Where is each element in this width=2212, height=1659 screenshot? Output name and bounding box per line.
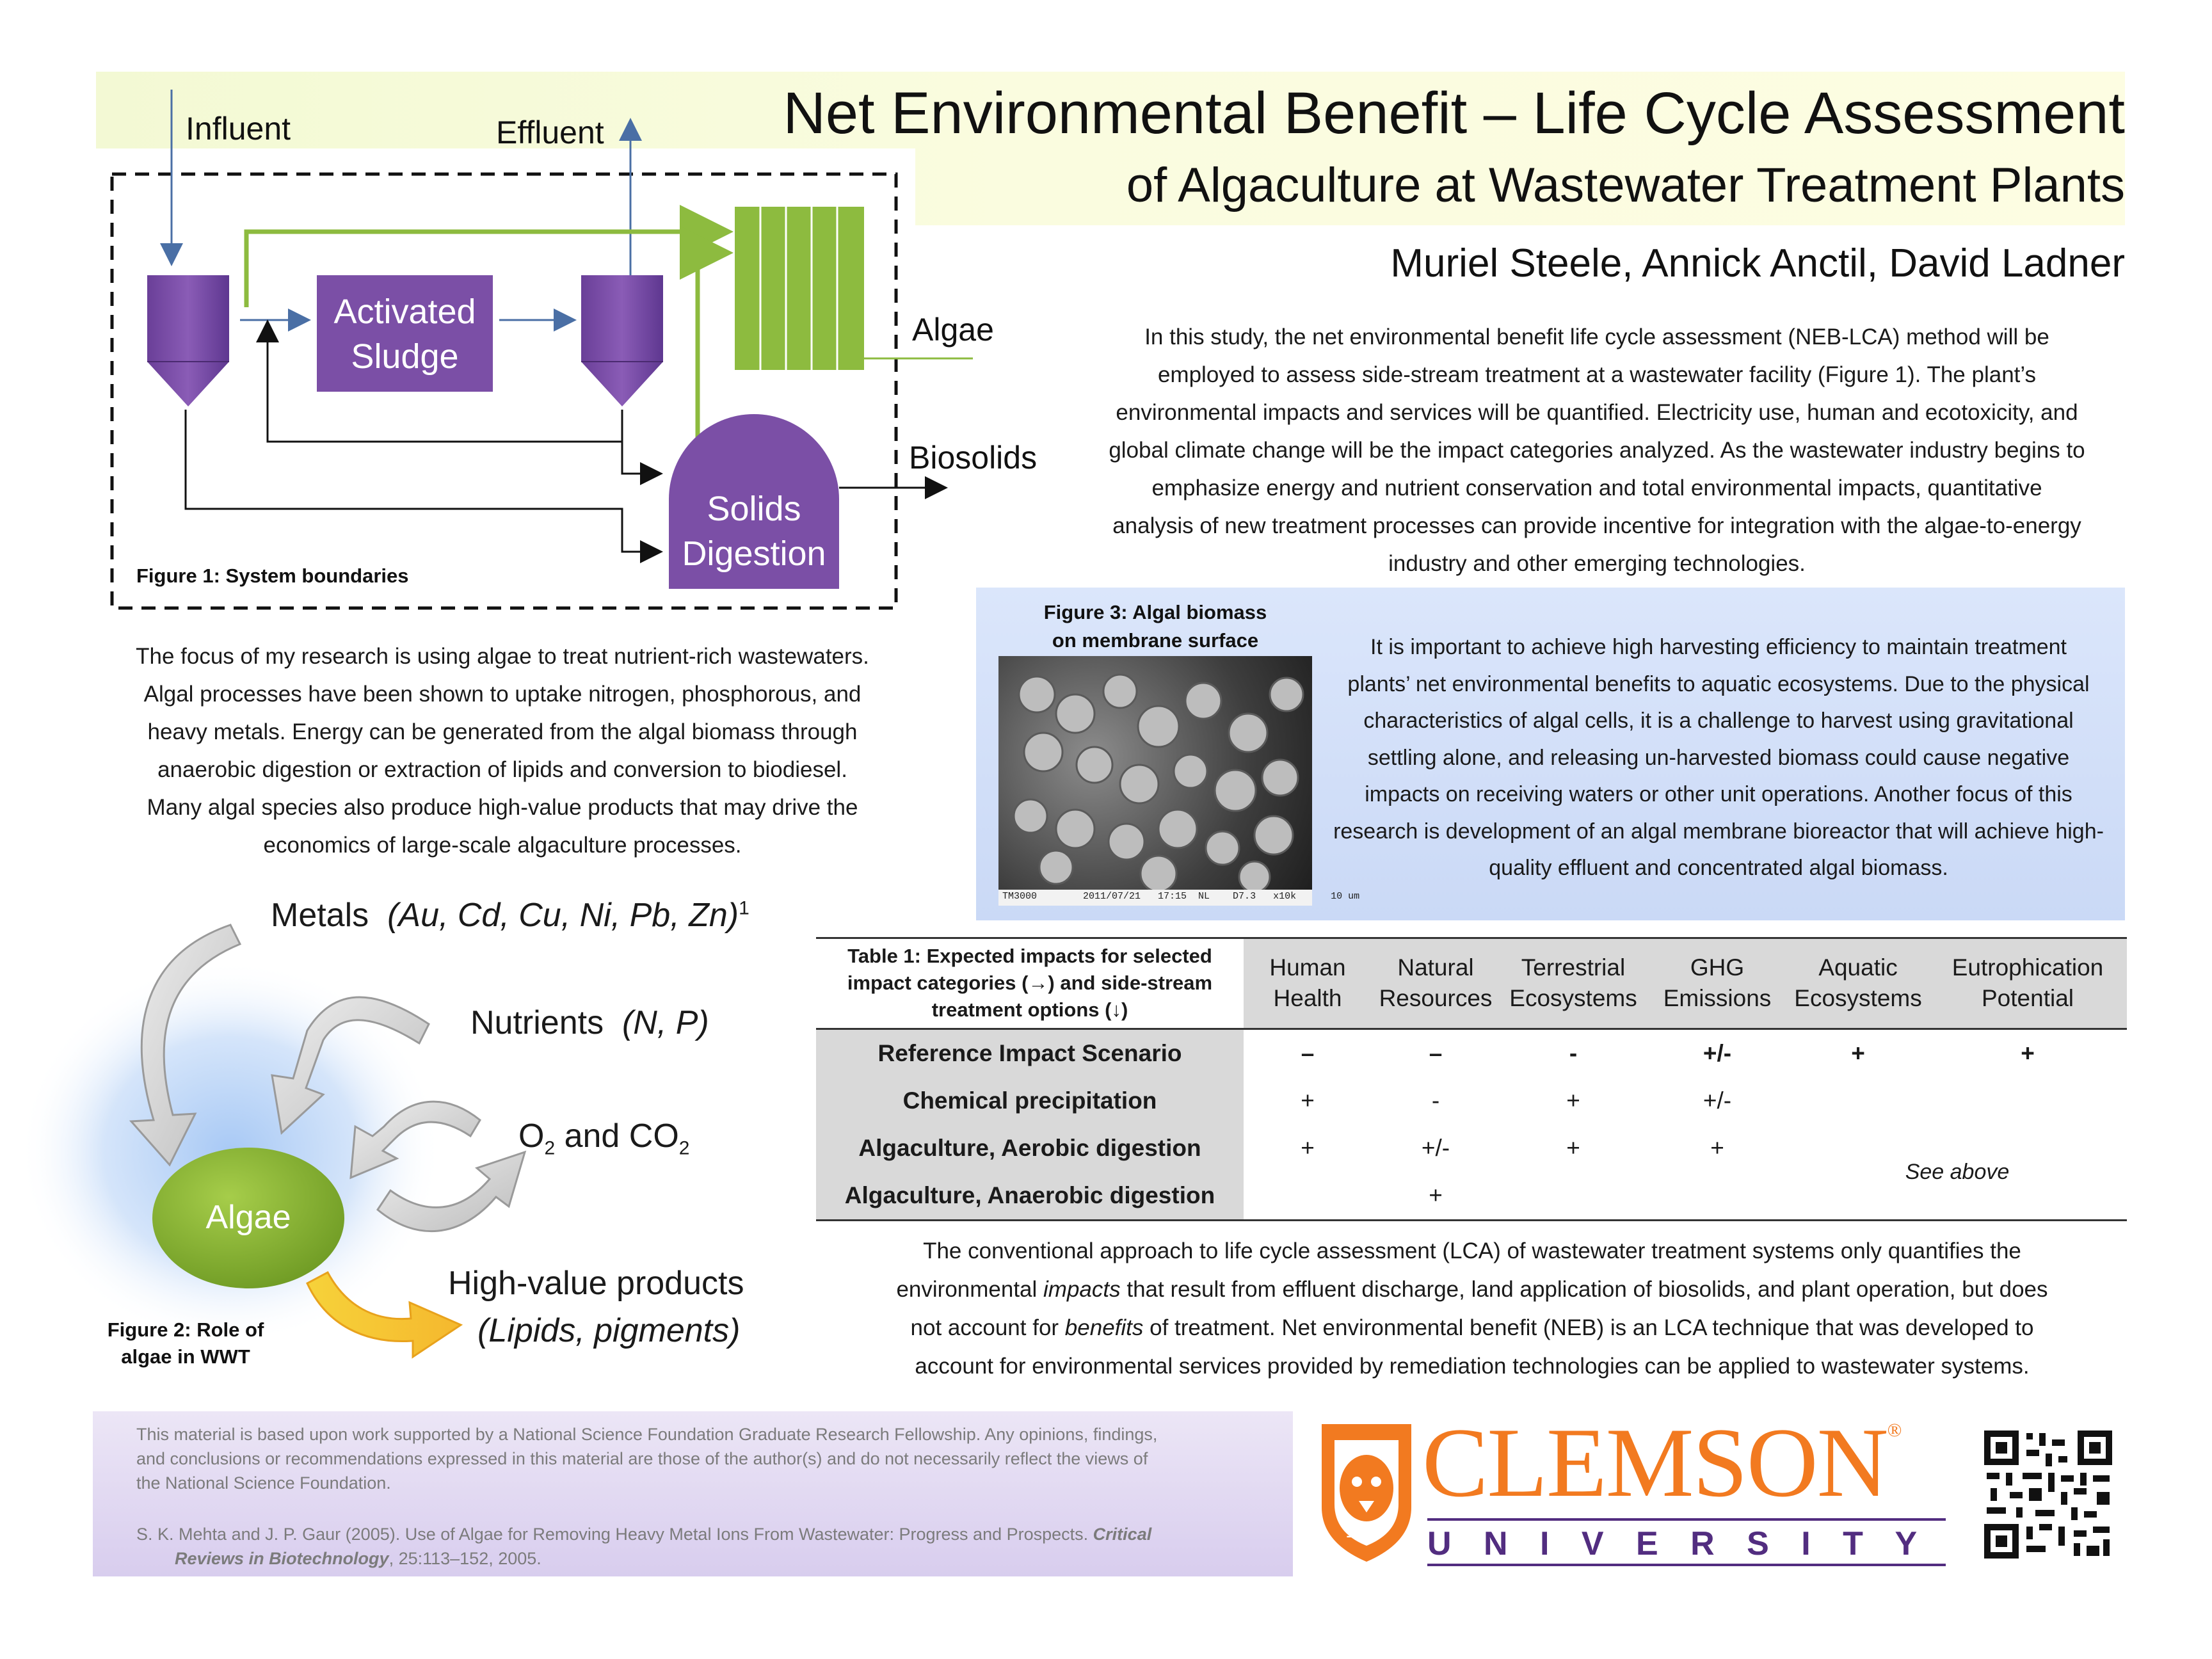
sem-micrograph xyxy=(998,656,1312,906)
biosolids-label: Biosolids xyxy=(909,440,1038,476)
registered-mark: ® xyxy=(1887,1420,1901,1441)
table-cell: - xyxy=(1431,1087,1440,1114)
table-row xyxy=(816,1030,2127,1077)
table-cell: – xyxy=(1429,1040,1443,1066)
authors: Muriel Steele, Annick Anctil, David Ladner xyxy=(1390,241,2125,285)
table-row xyxy=(816,1125,2127,1172)
logo-rule xyxy=(1427,1518,1946,1521)
secondary-clarifier xyxy=(581,275,663,406)
qr-code[interactable] xyxy=(1984,1431,2112,1559)
poster-title-line1: Net Environmental Benefit – Life Cycle Assessment xyxy=(783,81,2125,146)
metals-label: Metals (Au, Cd, Cu, Ni, Pb, Zn)$^1$ xyxy=(271,897,749,934)
nutrients-label: Nutrients (N, P) xyxy=(470,1004,709,1041)
solids-digestion-label: Solids Digestion xyxy=(682,490,826,573)
row-label: Algaculture, Aerobic digestion xyxy=(816,1125,1244,1172)
high-value-label: High-value products (Lipids, pigments) xyxy=(448,1265,744,1349)
university-wordmark: U N I V E R S I T Y xyxy=(1427,1525,1929,1562)
col-aquatic-ecosystems: Aquatic Ecosystems xyxy=(1788,939,1928,1029)
table-cell: – xyxy=(1301,1040,1315,1066)
table-cell xyxy=(1928,1077,2127,1125)
poster-title-line2: of Algaculture at Wastewater Treatment Plants xyxy=(1126,158,2125,212)
col-eutrophication-potential: Eutrophication Potential xyxy=(1928,939,2127,1029)
table-cell: + xyxy=(1566,1135,1580,1161)
table-cell: +/- xyxy=(1421,1135,1450,1161)
table-cell: + xyxy=(1566,1087,1580,1114)
row-label: Reference Impact Scenario xyxy=(816,1030,1244,1077)
funding-statement: This material is based upon work supported by a National Science Foundation Graduate Research Fellowship. Any opinions, findings, and conclusions or recommendations expressed in this material are those of the author(s) and do not necessarily reflect the views of the National Science Foundation. xyxy=(136,1425,1158,1493)
intro-paragraph: In this study, the net environmental benefit life cycle assessment (NEB-LCA) method will be employed to assess side-stream treatment at a wastewater facility (Figure 1). The plant’s environmental impacts and services will be quantified. Electricity use, human and ecotoxicity, and global climate change will be the impact categories analyzed. As the wastewater industry begins to emphasize energy and nutrient conservation and total environmental impacts, quantitative analysis of new treatment processes can provide incentive for integration with the algae-to-energy industry and other emerging technologies. xyxy=(1109,325,2085,576)
sem-footer: TM3000 2011/07/21 17:15 NL D7.3 x10k 10 um xyxy=(1002,891,1360,902)
col-human-health: Human Health xyxy=(1244,939,1372,1029)
neb-paragraph: The conventional approach to life cycle assessment (LCA) of wastewater treatment systems only quantifies the environmental impacts that result from effluent discharge, land application of biosolids, and plant operation, but does not account for benefits of treatment. Net environmental benefit (NEB) is an LCA technique that was developed to account for environmental services provided by remediation technologies can be applied to wastewater systems. xyxy=(896,1238,2048,1379)
impact-table-container xyxy=(816,937,2127,1221)
algae-bioreactor xyxy=(735,207,864,370)
table-cell: + xyxy=(1429,1182,1443,1208)
table-cell xyxy=(1500,1172,1647,1219)
focus-paragraph: The focus of my research is using algae to treat nutrient-rich wastewaters. Algal processes have been shown to uptake nitrogen, phosphorous, and heavy metals. Energy can be generated from the algal biomass through anaerobic digestion or extraction of lipids and conversion to biodiesel. Many algal species also produce high-value products that may drive the economics of large-scale algaculture processes. xyxy=(136,644,869,858)
clemson-paw-logo xyxy=(1315,1418,1418,1565)
table-cell xyxy=(1647,1172,1788,1219)
logo-rule-bottom xyxy=(1427,1564,1946,1566)
table-cell: + xyxy=(1301,1135,1315,1161)
col-terrestrial-ecosystems: Terrestrial Ecosystems xyxy=(1500,939,1647,1029)
table-caption: Table 1: Expected impacts for selected impact categories (→) and side-stream treatment options (↓) xyxy=(847,945,1213,1022)
table-cell: +/- xyxy=(1703,1087,1732,1114)
logo-year: 1889 xyxy=(1346,1525,1377,1541)
qr-code-pattern xyxy=(1984,1431,2112,1559)
table-cell xyxy=(1244,1172,1372,1219)
see-above-note: See above xyxy=(1905,1159,2010,1184)
primary-clarifier xyxy=(147,275,229,406)
table-row xyxy=(816,1077,2127,1125)
table-cell: + xyxy=(1710,1135,1724,1161)
algae-cell-label: Algae xyxy=(205,1199,291,1236)
table-cell: + xyxy=(1851,1040,1865,1066)
table-cell: +/- xyxy=(1703,1040,1732,1066)
figure3-caption: Figure 3: Algal biomass on membrane surface xyxy=(1043,601,1267,652)
figure1-caption: Figure 1: System boundaries xyxy=(136,565,409,587)
figure2-caption: Figure 2: Role of algae in WWT xyxy=(107,1318,264,1368)
row-label: Algaculture, Anaerobic digestion xyxy=(816,1172,1244,1219)
effluent-label: Effluent xyxy=(496,115,604,150)
high-value-arrow xyxy=(307,1272,461,1357)
sem-image xyxy=(998,656,1360,906)
activated-sludge-label: Activated Sludge xyxy=(333,293,476,376)
gas-exchange-label: $O_2$ and $CO_2$ xyxy=(518,1118,690,1159)
table-cell xyxy=(1788,1077,1928,1125)
influent-label: Influent xyxy=(186,111,291,147)
col-ghg-emissions: GHG Emissions xyxy=(1647,939,1788,1029)
row-label: Chemical precipitation xyxy=(816,1077,1244,1125)
reference: S. K. Mehta and J. P. Gaur (2005). Use of Algae for Removing Heavy Metal Ions From Wastewater: Progress and Prospects. Critical Reviews in Biotechnology, 25:113–152, 2005. xyxy=(136,1525,1152,1568)
col-natural-resources: Natural Resources xyxy=(1372,939,1500,1029)
clemson-wordmark: CLEMSON® xyxy=(1422,1407,1901,1518)
co2-subscript: 2 xyxy=(678,1137,690,1159)
figure3-paragraph: It is important to achieve high harvesting efficiency to maintain treatment plants’ net environmental benefits to aquatic ecosystems. Due to the physical characteristics of algal cells, it is a challenge to harvest using gravitational settling alone, and releasing un-harvested biomass could cause negative impacts on receiving waters or other unit operations. Another focus of this research is development of an algal membrane bioreactor that will achieve high- quality effluent and concentrated algal biomass. xyxy=(1333,635,2104,880)
algae-output-label: Algae xyxy=(912,312,994,348)
table-cell: - xyxy=(1569,1040,1578,1066)
table-cell: + xyxy=(1301,1087,1315,1114)
table-cell: + xyxy=(2021,1040,2035,1066)
impact-table xyxy=(816,939,2127,1219)
